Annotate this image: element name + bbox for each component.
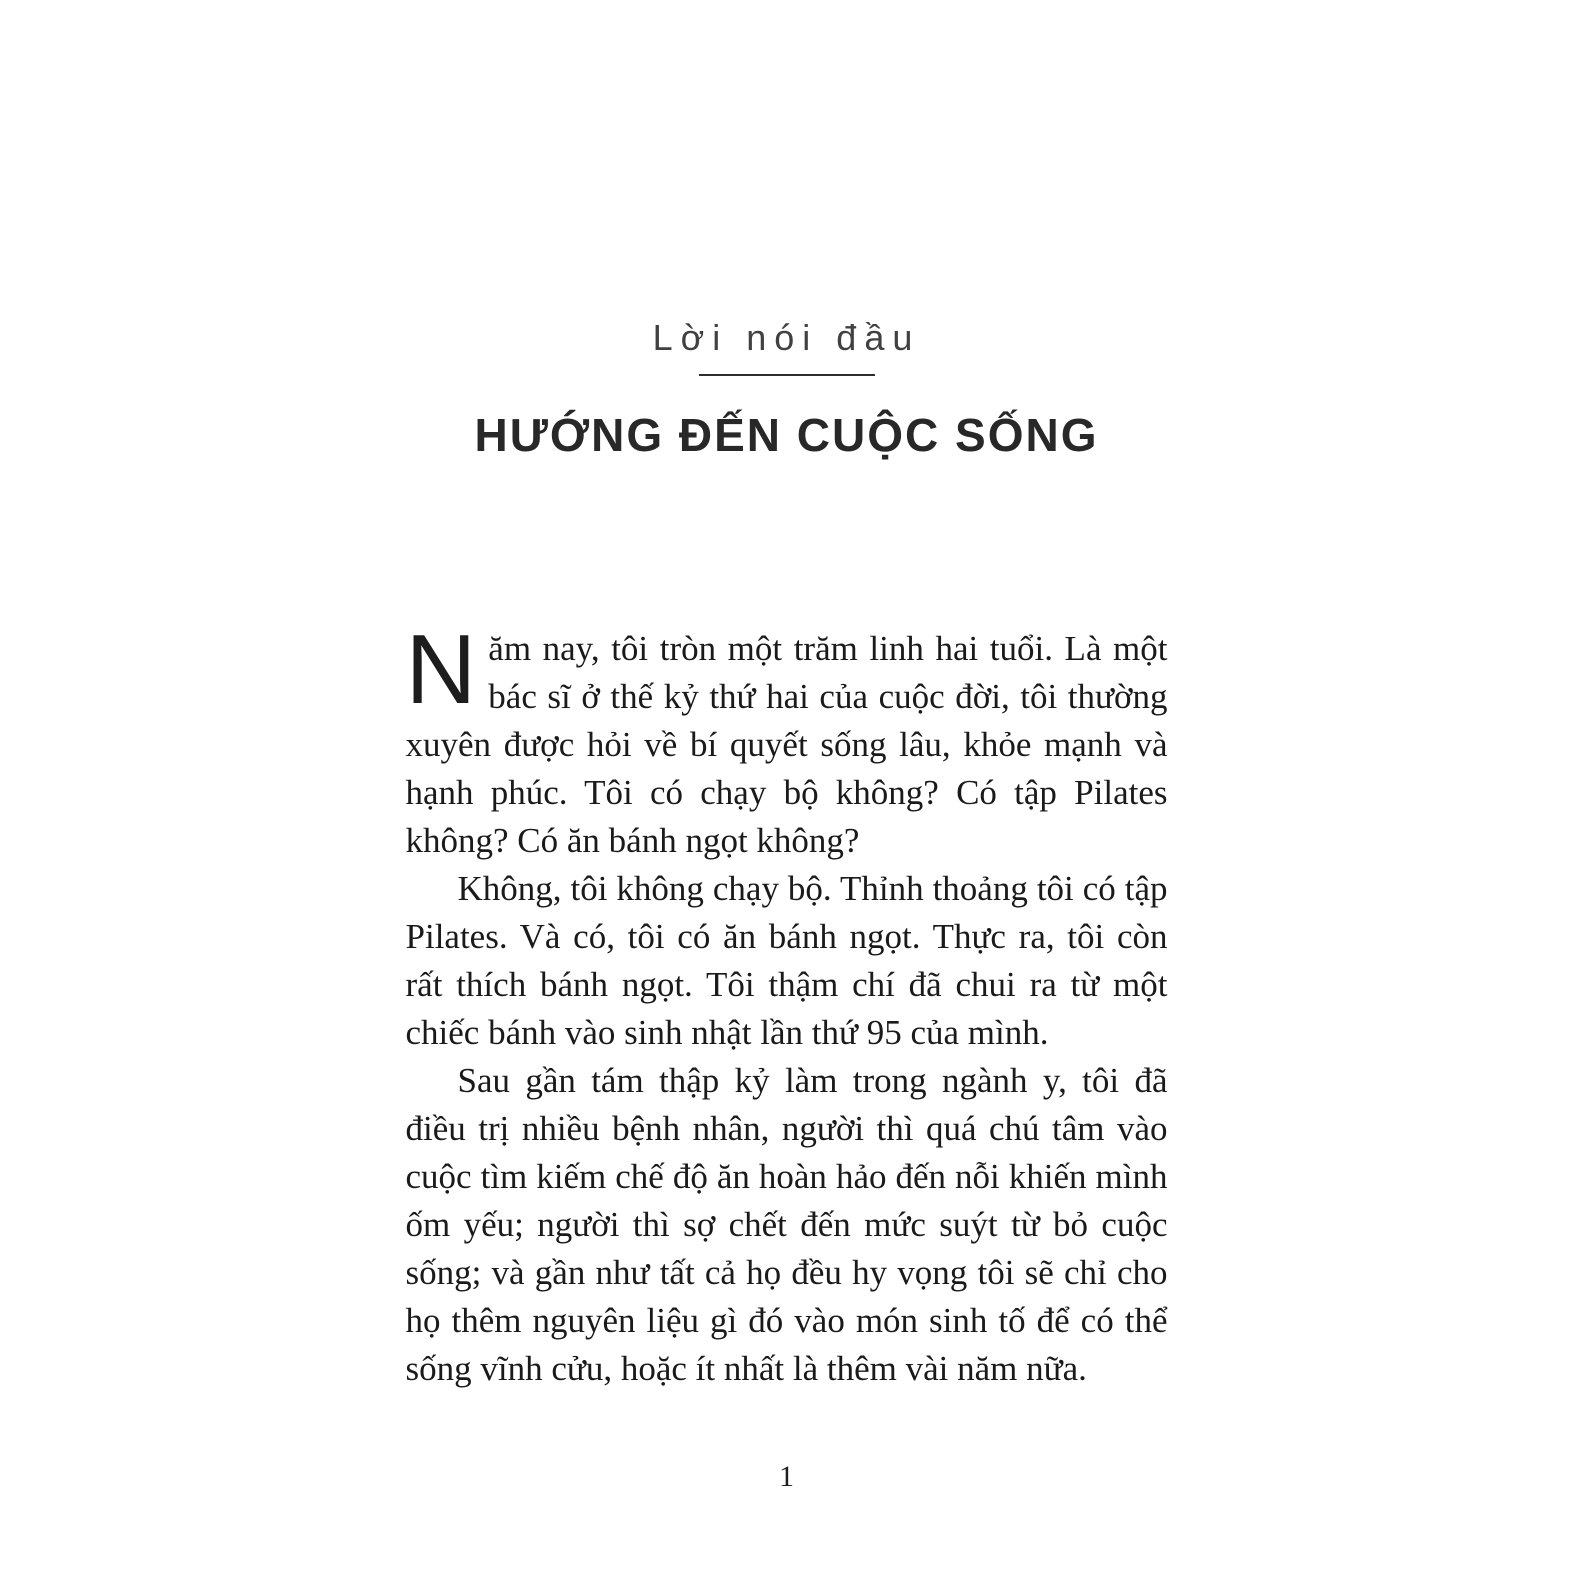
section-divider — [699, 374, 875, 376]
paragraph-2: Không, tôi không chạy bộ. Thỉnh thoảng tôi có tập Pilates. Và có, tôi có ăn bánh ngọt. Thực ra, tôi còn rất thích bánh ngọt. Tôi thậm chí đã chui ra từ một chiếc bánh vào sinh nhật lần thứ 95 của mình. — [405, 869, 1168, 1053]
page-header — [0, 0, 1573, 463]
page-number: 1 — [779, 1460, 794, 1493]
body-text — [405, 614, 1168, 1393]
paragraph-3: Sau gần tám thập kỷ làm trong ngành y, tôi đã điều trị nhiều bệnh nhân, người thì quá chú tâm vào cuộc tìm kiếm chế độ ăn hoàn hảo đến nỗi khiến mình ốm yếu; người thì sợ chết đến mức suýt từ bỏ cuộc sống; và gần như tất cả họ đều hy vọng tôi sẽ chỉ cho họ thêm nguyên liệu gì đó vào món sinh tố để có thể sống vĩnh cửu, hoặc ít nhất là thêm vài năm nữa. — [405, 1061, 1168, 1389]
paragraph-1 — [405, 614, 1168, 865]
section-label: Lời nói đầu — [652, 317, 921, 358]
drop-cap: N — [405, 614, 477, 725]
chapter-title: HƯỚNG ĐẾN CUỘC SỐNG — [474, 409, 1099, 461]
paragraph-1-text: ăm nay, tôi tròn một trăm linh hai tuổi. Là một bác sĩ ở thế kỷ thứ hai của cuộc đời, tôi thường xuyên được hỏi về bí quyết sống lâu, khỏe mạnh và hạnh phúc. Tôi có chạy bộ không? Có tập Pilates không? Có ăn bánh ngọt không? — [405, 629, 1168, 861]
